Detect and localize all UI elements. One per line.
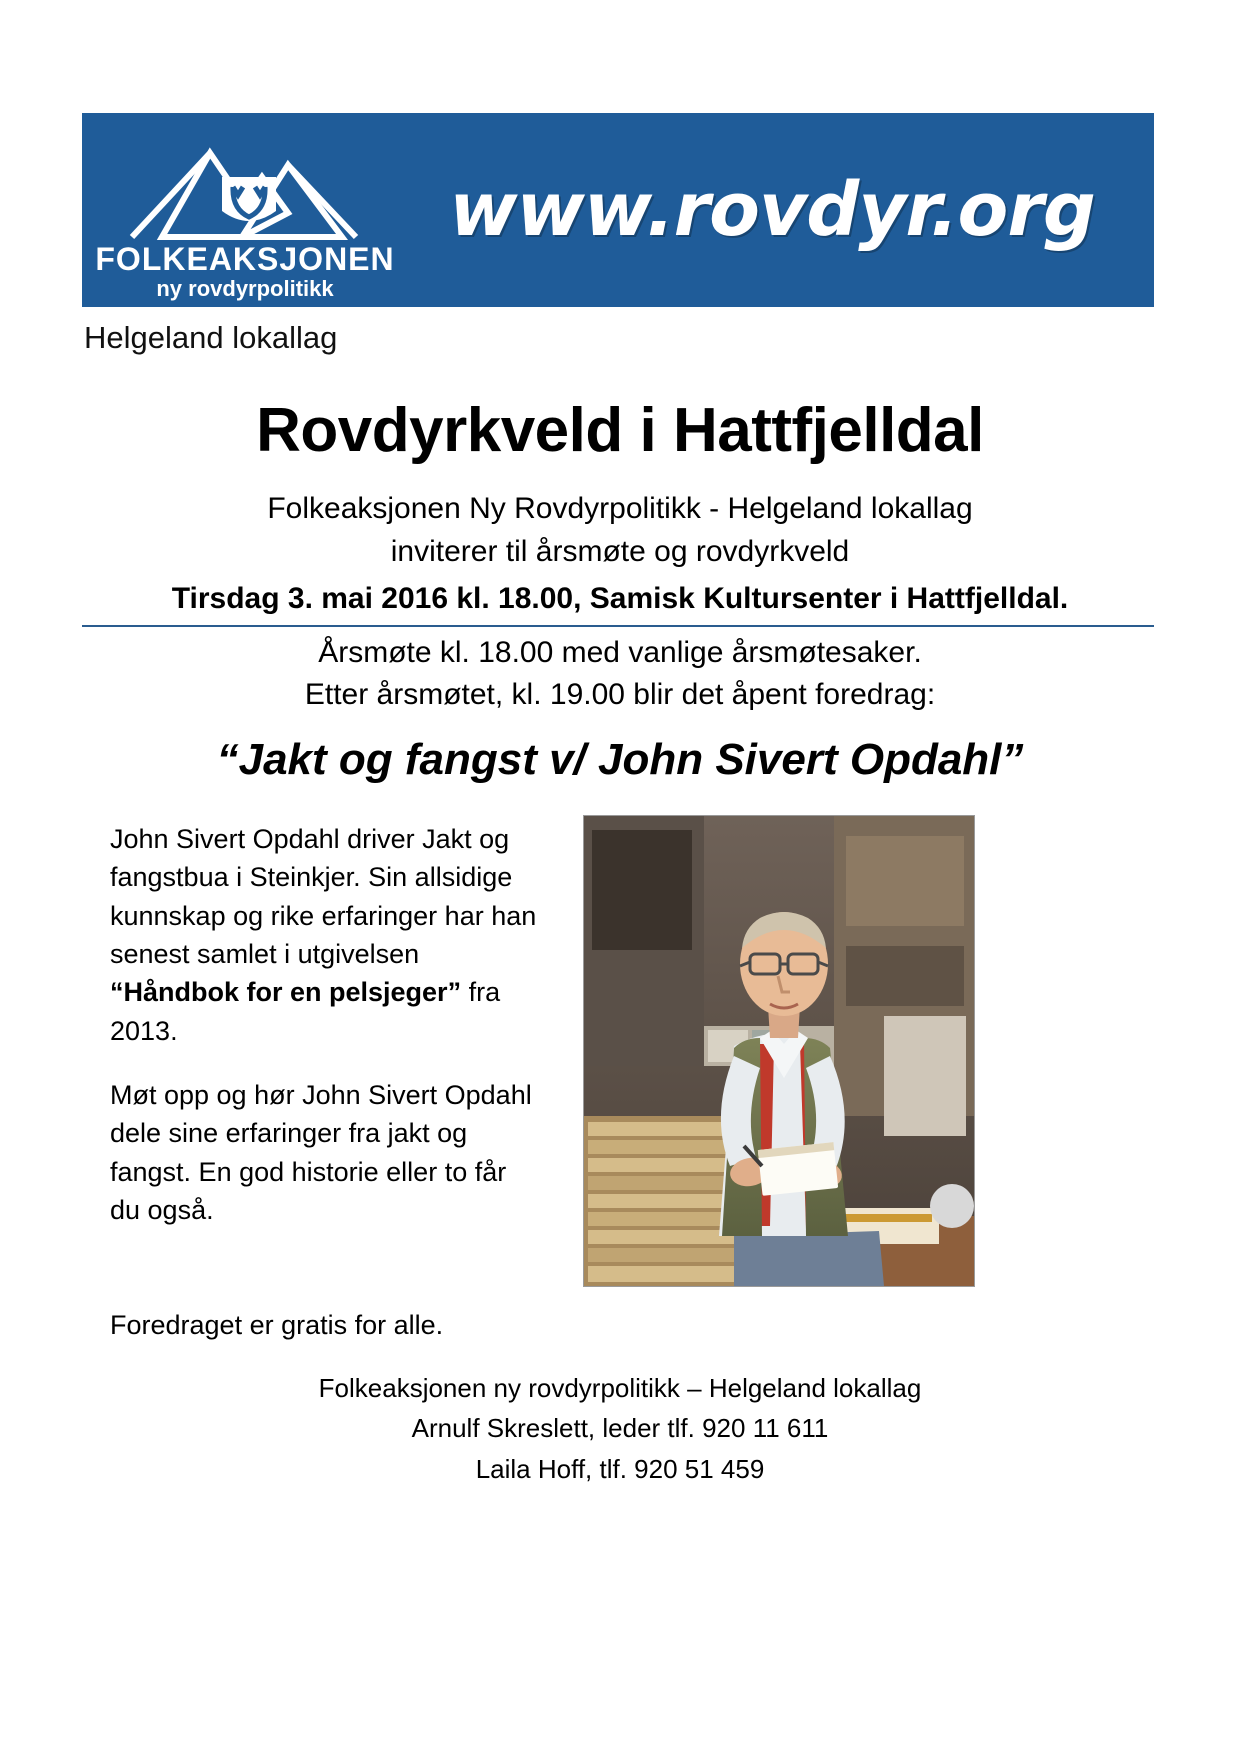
header-banner — [82, 113, 1154, 307]
body-paragraph-1 — [110, 820, 540, 1050]
logo-name-line1: FOLKEAKSJONEN — [95, 241, 395, 277]
body-paragraph-2: Møt opp og hør John Sivert Opdahl dele sine erfaringer fra jakt og fangst. En god historie eller to får du også. — [110, 1079, 532, 1225]
footer-line-3: Laila Hoff, tlf. 920 51 459 — [475, 1453, 765, 1484]
photo-illustration — [584, 816, 974, 1286]
logo-name-line2: ny rovdyrpolitikk — [156, 276, 334, 301]
page-title: Rovdyrkveld i Hattfjelldal — [256, 396, 984, 465]
book-title: “Håndbok for en pelsjeger” — [110, 977, 462, 1008]
mountains-with-shield-lynx-icon — [92, 125, 402, 245]
schedule-line-1: Årsmøte kl. 18.00 med vanlige årsmøtesaker. — [318, 636, 922, 669]
event-datetime-line: Tirsdag 3. mai 2016 kl. 18.00, Samisk Kultursenter i Hattfjelldal. — [171, 582, 1069, 615]
divider — [82, 625, 1154, 627]
body-text — [110, 820, 540, 1255]
free-admission-note: Foredraget er gratis for alle. — [110, 1310, 444, 1340]
lecture-title: “Jakt og fangst v/ John Sivert Opdahl” — [216, 735, 1024, 784]
footer-line-2: Arnulf Skreslett, leder tlf. 920 11 611 — [411, 1413, 829, 1444]
footer-line-1: Folkeaksjonen ny rovdyrpolitikk – Helgeland lokallag — [318, 1373, 922, 1403]
footer-contact — [0, 1368, 1240, 1489]
body-paragraph-1-part1: John Sivert Opdahl driver Jakt og fangstbua i Steinkjer. Sin allsidige kunnskap og rike erfaringer har han senest samlet i utgivelsen — [110, 824, 537, 969]
subtitle-line-1: Folkeaksjonen Ny Rovdyrpolitikk - Helgeland lokallag — [267, 492, 973, 525]
speaker-photo — [583, 815, 975, 1287]
local-chapter-label: Helgeland lokallag — [84, 320, 338, 355]
subtitle-line-2: inviterer til årsmøte og rovdyrkveld — [390, 535, 850, 568]
organization-logo — [82, 113, 412, 307]
body-paragraph-1-part2: fra 2013. — [110, 977, 501, 1046]
schedule-line-2: Etter årsmøtet, kl. 19.00 blir det åpent foredrag: — [304, 678, 936, 711]
website-url[interactable]: www.rovdyr.org — [449, 167, 1095, 253]
